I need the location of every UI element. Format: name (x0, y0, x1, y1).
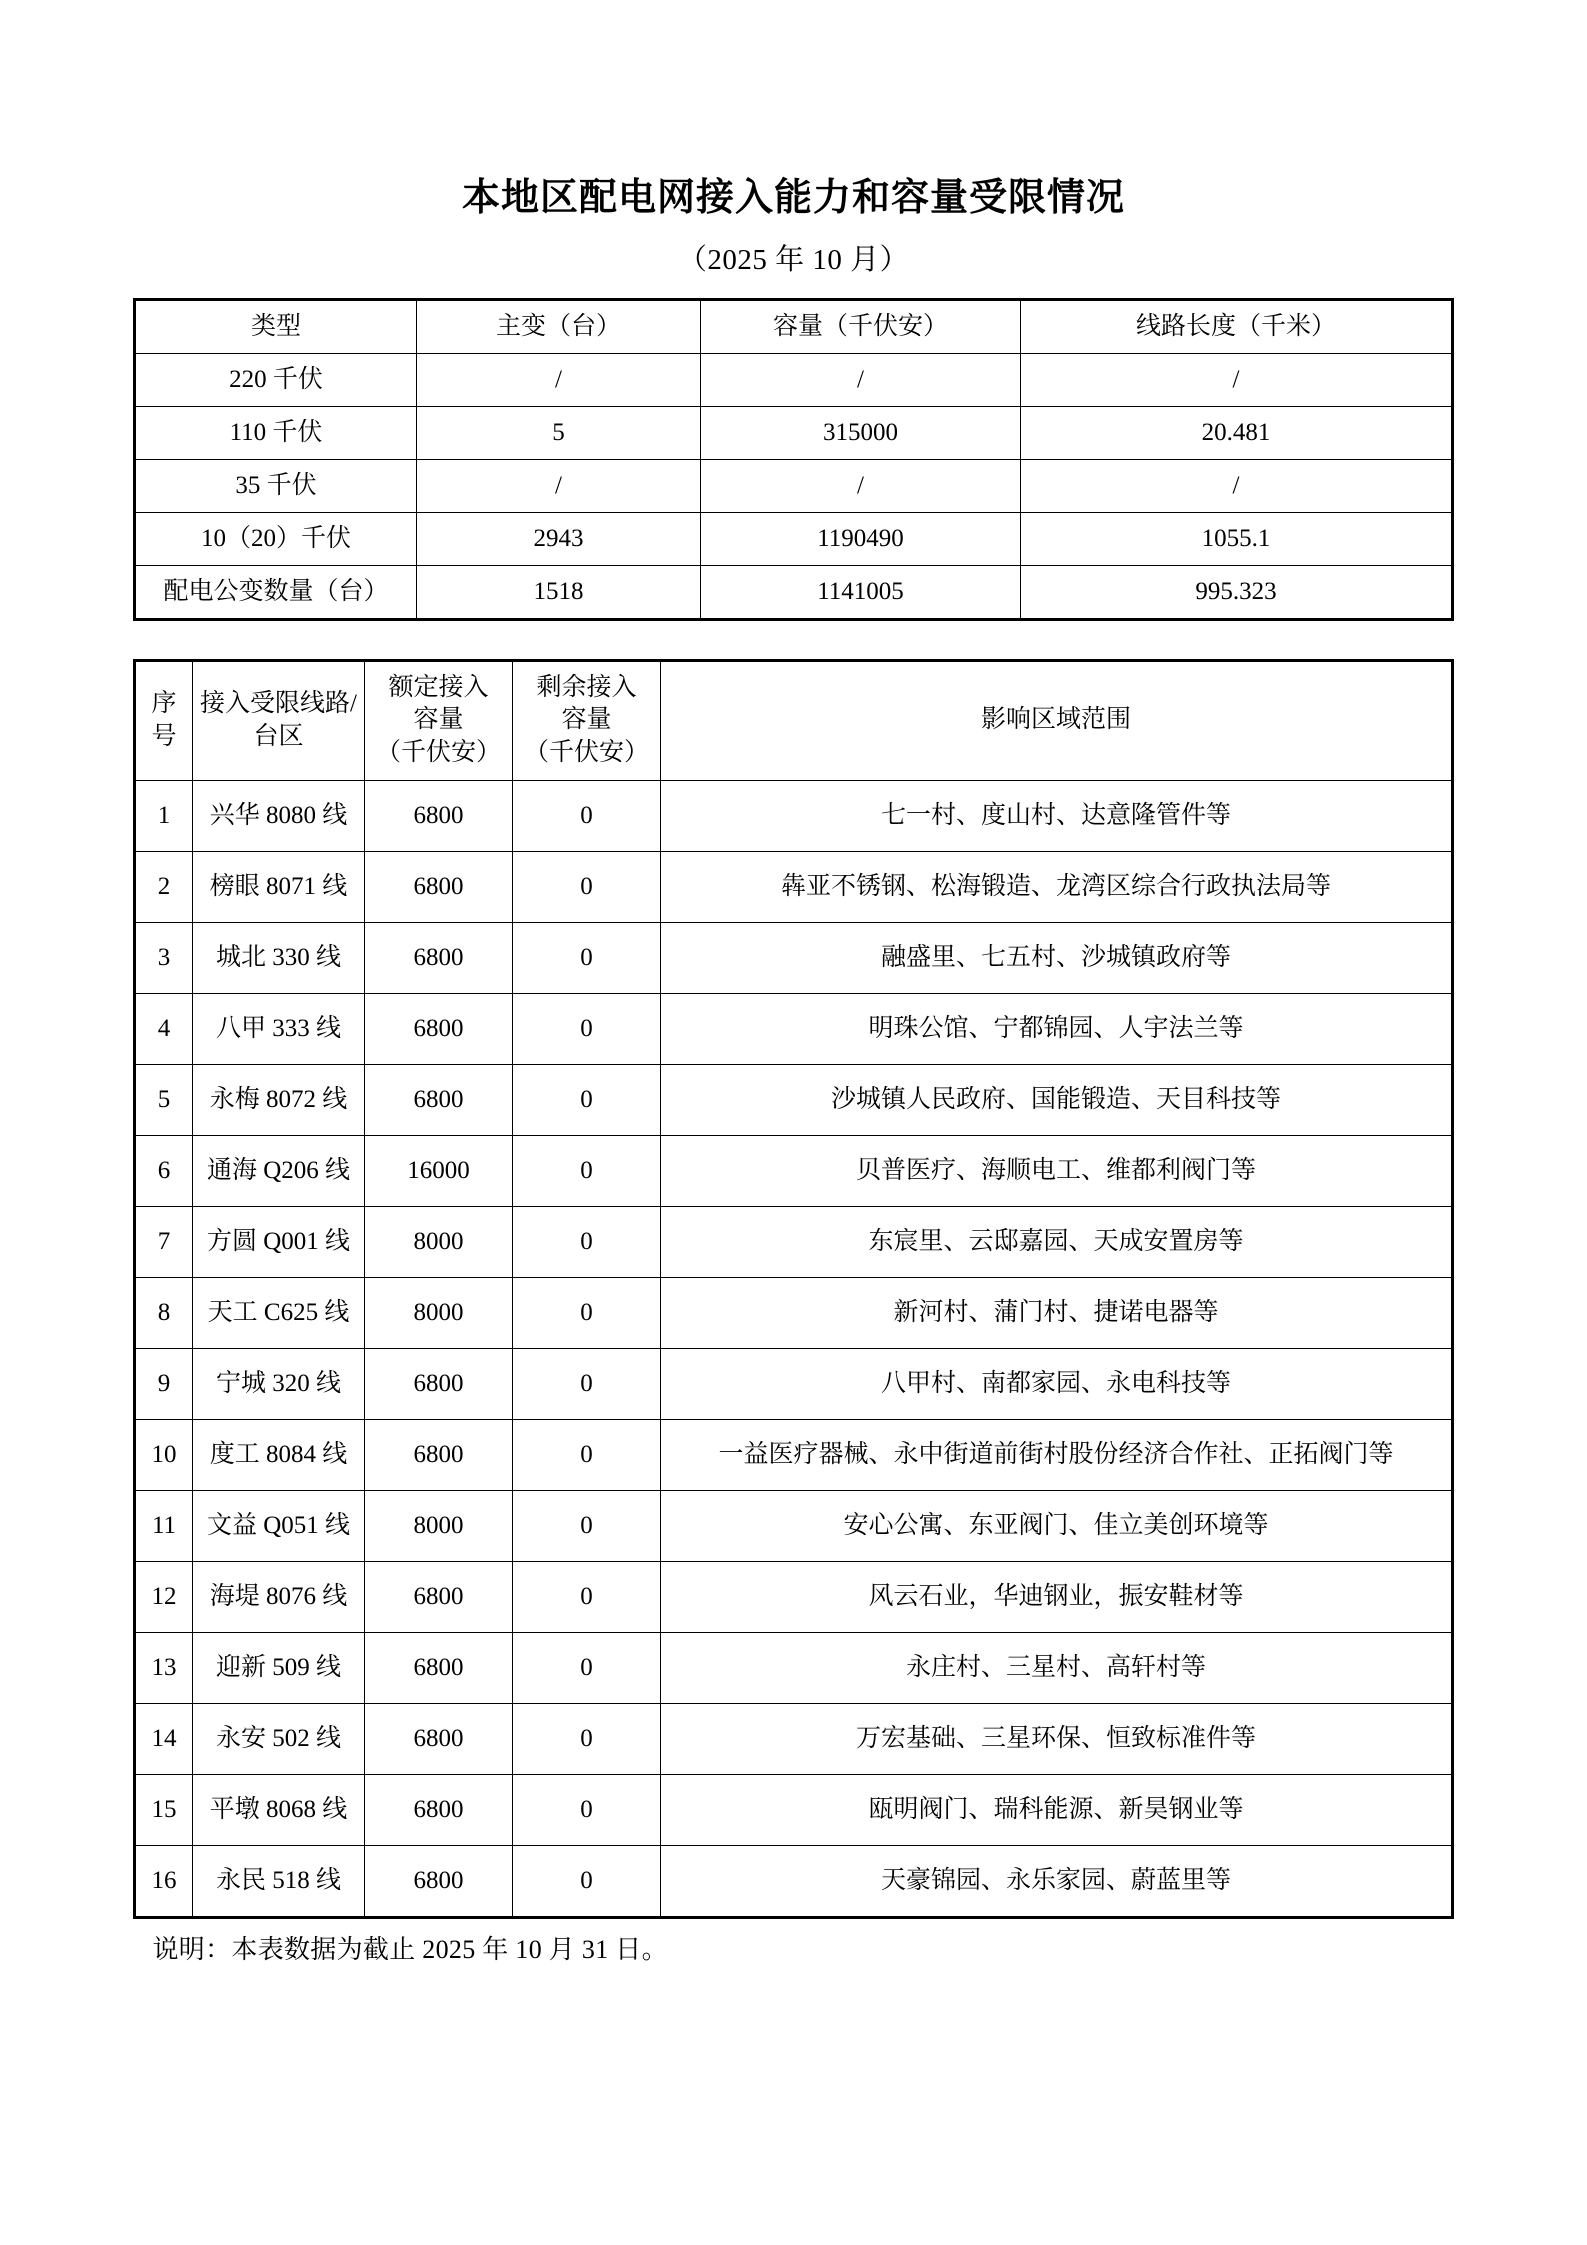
lines-cell-area: 沙城镇人民政府、国能锻造、天目科技等 (661, 1064, 1453, 1135)
lines-cell-line: 兴华 8080 线 (193, 780, 365, 851)
lines-cell-area: 新河村、蒲门村、捷诺电器等 (661, 1277, 1453, 1348)
lines-header-row (135, 660, 1453, 780)
summary-table-body (135, 353, 1453, 619)
table-row (135, 353, 1453, 406)
lines-cell-rated: 6800 (365, 1419, 513, 1490)
summary-cell-transformer: / (417, 459, 701, 512)
lines-cell-remaining: 0 (513, 1561, 661, 1632)
summary-cell-capacity: / (701, 459, 1021, 512)
lines-cell-area: 风云石业，华迪钢业，振安鞋材等 (661, 1561, 1453, 1632)
lines-cell-no: 11 (135, 1490, 193, 1561)
lines-cell-no: 1 (135, 780, 193, 851)
lines-cell-line: 迎新 509 线 (193, 1632, 365, 1703)
table-row (135, 851, 1453, 922)
table-row (135, 1632, 1453, 1703)
lines-cell-no: 4 (135, 993, 193, 1064)
lines-cell-no: 8 (135, 1277, 193, 1348)
lines-cell-remaining: 0 (513, 851, 661, 922)
lines-header-area: 影响区域范围 (661, 660, 1453, 780)
lines-cell-remaining: 0 (513, 1419, 661, 1490)
summary-cell-transformer: 5 (417, 406, 701, 459)
summary-cell-line-length: 1055.1 (1021, 512, 1453, 565)
lines-cell-rated: 8000 (365, 1206, 513, 1277)
summary-cell-transformer: 1518 (417, 565, 701, 619)
table-row (135, 1490, 1453, 1561)
summary-cell-type: 配电公变数量（台） (135, 565, 417, 619)
summary-cell-line-length: 20.481 (1021, 406, 1453, 459)
lines-cell-remaining: 0 (513, 1348, 661, 1419)
lines-cell-remaining: 0 (513, 1845, 661, 1917)
summary-header-transformer: 主变（台） (417, 299, 701, 353)
lines-header-rated: 额定接入 容量 （千伏安） (365, 660, 513, 780)
lines-cell-rated: 6800 (365, 1064, 513, 1135)
lines-cell-line: 文益 Q051 线 (193, 1490, 365, 1561)
table-row (135, 565, 1453, 619)
summary-cell-line-length: 995.323 (1021, 565, 1453, 619)
lines-cell-remaining: 0 (513, 1064, 661, 1135)
summary-cell-transformer: / (417, 353, 701, 406)
lines-cell-rated: 6800 (365, 1845, 513, 1917)
table-row (135, 1277, 1453, 1348)
summary-header-line-length: 线路长度（千米） (1021, 299, 1453, 353)
page-subtitle: （2025 年 10 月） (677, 243, 910, 276)
summary-cell-line-length: / (1021, 459, 1453, 512)
page-title: 本地区配电网接入能力和容量受限情况 (461, 177, 1125, 219)
summary-header-capacity: 容量（千伏安） (701, 299, 1021, 353)
lines-cell-line: 永民 518 线 (193, 1845, 365, 1917)
lines-cell-area: 一益医疗器械、永中街道前街村股份经济合作社、正拓阀门等 (661, 1419, 1453, 1490)
lines-cell-remaining: 0 (513, 1632, 661, 1703)
lines-cell-area: 贝普医疗、海顺电工、维都利阀门等 (661, 1135, 1453, 1206)
lines-cell-rated: 6800 (365, 1561, 513, 1632)
lines-cell-area: 万宏基础、三星环保、恒致标准件等 (661, 1703, 1453, 1774)
lines-cell-rated: 6800 (365, 1703, 513, 1774)
lines-cell-no: 13 (135, 1632, 193, 1703)
lines-header-remaining: 剩余接入 容量 （千伏安） (513, 660, 661, 780)
lines-cell-area: 融盛里、七五村、沙城镇政府等 (661, 922, 1453, 993)
lines-cell-rated: 6800 (365, 780, 513, 851)
capacity-limited-lines-table (133, 659, 1454, 1919)
lines-cell-rated: 6800 (365, 1348, 513, 1419)
lines-cell-rated: 6800 (365, 1774, 513, 1845)
lines-header-line: 接入受限线路/ 台区 (193, 660, 365, 780)
lines-cell-line: 宁城 320 线 (193, 1348, 365, 1419)
table-row (135, 406, 1453, 459)
lines-cell-no: 14 (135, 1703, 193, 1774)
lines-cell-area: 七一村、度山村、达意隆管件等 (661, 780, 1453, 851)
table-row (135, 512, 1453, 565)
summary-cell-capacity: / (701, 353, 1021, 406)
lines-header-no: 序 号 (135, 660, 193, 780)
summary-cell-transformer: 2943 (417, 512, 701, 565)
lines-cell-area: 犇亚不锈钢、松海锻造、龙湾区综合行政执法局等 (661, 851, 1453, 922)
table-row (135, 1348, 1453, 1419)
lines-cell-line: 榜眼 8071 线 (193, 851, 365, 922)
summary-cell-capacity: 1141005 (701, 565, 1021, 619)
lines-cell-area: 明珠公馆、宁都锦园、人宇法兰等 (661, 993, 1453, 1064)
lines-cell-no: 12 (135, 1561, 193, 1632)
lines-cell-rated: 16000 (365, 1135, 513, 1206)
lines-cell-rated: 8000 (365, 1277, 513, 1348)
lines-table-head (135, 660, 1453, 780)
lines-cell-remaining: 0 (513, 993, 661, 1064)
lines-cell-line: 永梅 8072 线 (193, 1064, 365, 1135)
lines-cell-line: 通海 Q206 线 (193, 1135, 365, 1206)
lines-cell-line: 八甲 333 线 (193, 993, 365, 1064)
table-row (135, 993, 1453, 1064)
lines-cell-no: 5 (135, 1064, 193, 1135)
lines-cell-remaining: 0 (513, 1277, 661, 1348)
table-row (135, 1064, 1453, 1135)
summary-cell-type: 10（20）千伏 (135, 512, 417, 565)
lines-cell-area: 瓯明阀门、瑞科能源、新昊钢业等 (661, 1774, 1453, 1845)
lines-cell-remaining: 0 (513, 1135, 661, 1206)
lines-cell-remaining: 0 (513, 1206, 661, 1277)
table-row (135, 1703, 1453, 1774)
table-row (135, 1561, 1453, 1632)
lines-cell-line: 平墩 8068 线 (193, 1774, 365, 1845)
lines-cell-remaining: 0 (513, 1774, 661, 1845)
lines-cell-area: 东宸里、云邸嘉园、天成安置房等 (661, 1206, 1453, 1277)
lines-cell-no: 16 (135, 1845, 193, 1917)
summary-cell-type: 35 千伏 (135, 459, 417, 512)
lines-cell-line: 永安 502 线 (193, 1703, 365, 1774)
table-row (135, 459, 1453, 512)
summary-header-row (135, 299, 1453, 353)
summary-cell-line-length: / (1021, 353, 1453, 406)
table-row (135, 1774, 1453, 1845)
summary-cell-capacity: 1190490 (701, 512, 1021, 565)
lines-cell-remaining: 0 (513, 780, 661, 851)
lines-cell-no: 10 (135, 1419, 193, 1490)
lines-cell-area: 天豪锦园、永乐家园、蔚蓝里等 (661, 1845, 1453, 1917)
lines-cell-remaining: 0 (513, 1490, 661, 1561)
footnote: 说明：本表数据为截止 2025 年 10 月 31 日。 (152, 1934, 668, 1964)
lines-cell-no: 9 (135, 1348, 193, 1419)
lines-cell-no: 7 (135, 1206, 193, 1277)
lines-cell-line: 城北 330 线 (193, 922, 365, 993)
lines-table-body (135, 780, 1453, 1917)
table-row (135, 1206, 1453, 1277)
lines-cell-no: 6 (135, 1135, 193, 1206)
summary-table-head (135, 299, 1453, 353)
table-gap-spacer (85, 621, 1502, 659)
table-row (135, 780, 1453, 851)
table-row (135, 1845, 1453, 1917)
summary-cell-capacity: 315000 (701, 406, 1021, 459)
summary-cell-type: 110 千伏 (135, 406, 417, 459)
lines-cell-line: 方圆 Q001 线 (193, 1206, 365, 1277)
summary-header-type: 类型 (135, 299, 417, 353)
summary-cell-type: 220 千伏 (135, 353, 417, 406)
lines-cell-area: 安心公寓、东亚阀门、佳立美创环境等 (661, 1490, 1453, 1561)
lines-cell-line: 海堤 8076 线 (193, 1561, 365, 1632)
lines-cell-area: 永庄村、三星村、高轩村等 (661, 1632, 1453, 1703)
lines-cell-no: 2 (135, 851, 193, 922)
lines-cell-rated: 6800 (365, 993, 513, 1064)
lines-cell-area: 八甲村、南都家园、永电科技等 (661, 1348, 1453, 1419)
lines-cell-remaining: 0 (513, 922, 661, 993)
lines-cell-remaining: 0 (513, 1703, 661, 1774)
lines-cell-line: 天工 C625 线 (193, 1277, 365, 1348)
lines-cell-line: 度工 8084 线 (193, 1419, 365, 1490)
lines-cell-no: 15 (135, 1774, 193, 1845)
table-row (135, 922, 1453, 993)
lines-cell-rated: 8000 (365, 1490, 513, 1561)
grid-capacity-summary-table (133, 298, 1454, 621)
table-row (135, 1419, 1453, 1490)
lines-cell-rated: 6800 (365, 851, 513, 922)
table-row (135, 1135, 1453, 1206)
lines-cell-rated: 6800 (365, 922, 513, 993)
lines-cell-rated: 6800 (365, 1632, 513, 1703)
lines-cell-no: 3 (135, 922, 193, 993)
